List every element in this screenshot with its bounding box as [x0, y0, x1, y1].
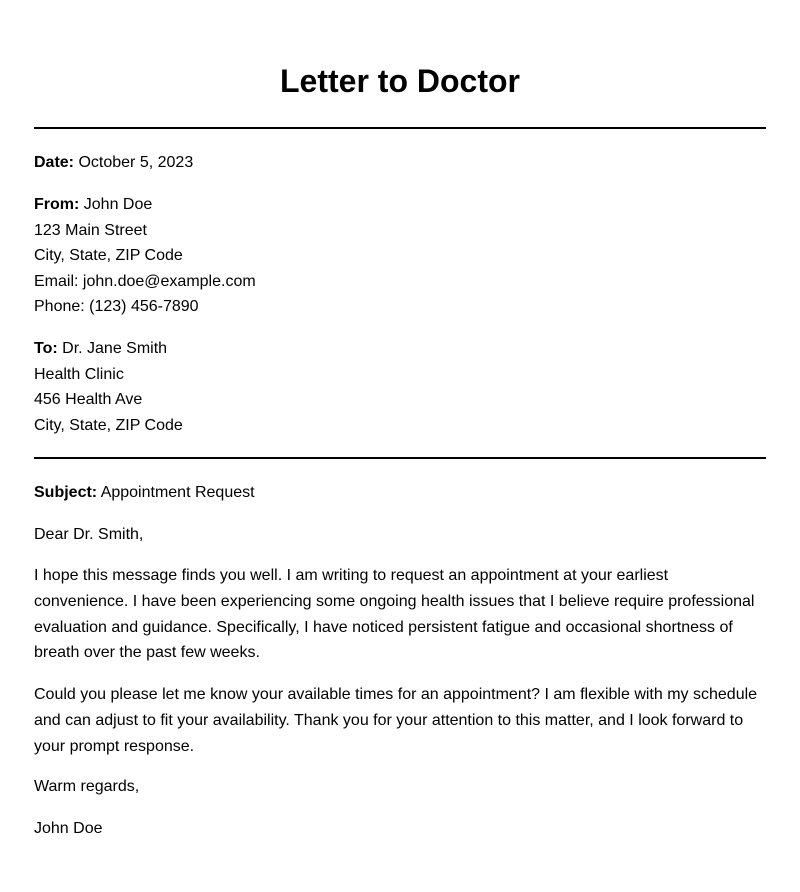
to-label: To:	[34, 340, 58, 357]
recipient-name: Dr. Jane Smith	[62, 340, 168, 357]
subject-label: Subject:	[34, 484, 98, 501]
recipient-street: 456 Health Ave	[34, 391, 143, 408]
body-paragraph-1: I hope this message finds you well. I am writing to request an appointment at your earliest convenience. I have been experiencing some ongoing health issues that I believe require professional evaluation and guidance. Specifically, I have noticed persistent fatigue and occasional shortness of breath over the past few weeks.	[34, 567, 755, 662]
body-paragraph-2: Could you please let me know your available times for an appointment? I am flexible with my schedule and can adjust to fit your availability. Thank you for your attention to this matter, and I look forward to your prompt response.	[34, 686, 758, 755]
sender-street: 123 Main Street	[34, 221, 147, 239]
date-label: Date:	[34, 154, 75, 171]
address-divider	[34, 457, 766, 459]
subject-value: Appointment Request	[100, 484, 255, 501]
recipient-org: Health Clinic	[34, 365, 124, 383]
signature: John Doe	[34, 820, 103, 837]
recipient-address	[34, 336, 766, 438]
date-value: October 5, 2023	[78, 154, 194, 171]
sender-address	[34, 192, 766, 320]
sender-email: Email: john.doe@example.com	[34, 272, 256, 290]
date-line	[34, 150, 766, 176]
sender-city: City, State, ZIP Code	[34, 247, 183, 264]
from-label: From:	[34, 196, 80, 213]
page-title: Letter to Doctor	[280, 63, 520, 99]
greeting: Dear Dr. Smith,	[34, 526, 144, 543]
subject-line	[34, 480, 766, 506]
recipient-city: City, State, ZIP Code	[34, 416, 183, 434]
closing: Warm regards,	[34, 778, 140, 795]
sender-name: John Doe	[83, 196, 153, 213]
sender-phone: Phone: (123) 456-7890	[34, 298, 199, 315]
header-divider	[34, 127, 766, 129]
